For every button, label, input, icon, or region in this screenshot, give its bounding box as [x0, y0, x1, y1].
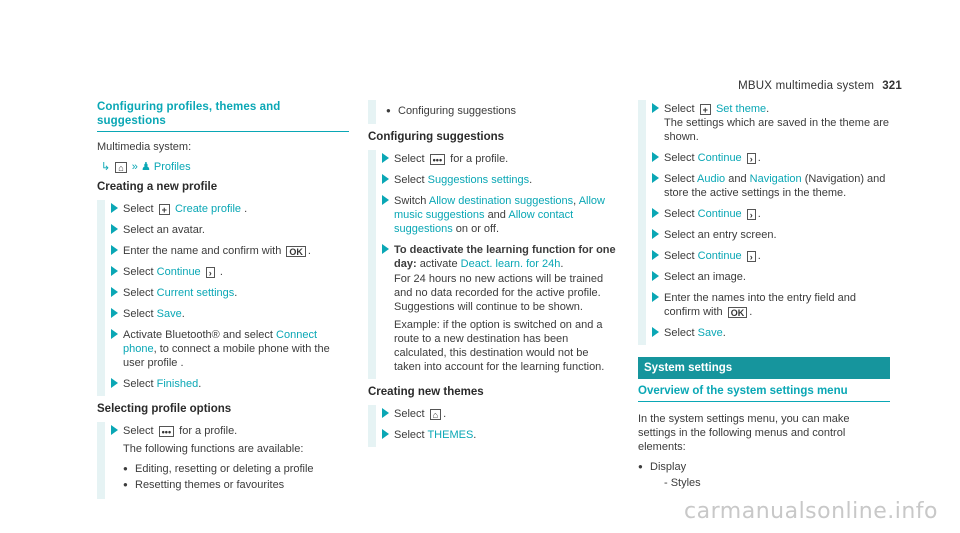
steps-theme-continued [638, 100, 890, 345]
deactivate-heading: To deactivate the learning function for one day: [394, 244, 616, 270]
save-link[interactable]: Save [156, 308, 182, 320]
step-arrow-icon [111, 308, 118, 318]
profile-icon: ♟ [140, 161, 151, 173]
step-arrow-icon [652, 173, 659, 183]
step: To deactivate the learning function for one day: activate Deact. learn. for 24h. For 24 hours no new actions will be trained and no data recorded for the active profile. Suggestions will continue to be shown. Example: if the option is switched on and a route to a new destination has been calculated, this destination would not be taken into account for the learning function. [376, 241, 618, 379]
system-settings-banner: System settings [638, 357, 890, 379]
profiles-link[interactable]: Profiles [153, 161, 191, 173]
ok-button-icon: OK [286, 246, 306, 257]
current-settings-link[interactable]: Current settings [156, 287, 235, 299]
step-arrow-icon [382, 429, 389, 439]
connect-phone-link[interactable]: Connect phone [123, 329, 318, 355]
running-header [738, 79, 902, 93]
chevron-right-icon: › [206, 267, 215, 278]
step-arrow-icon [111, 425, 118, 435]
step: Select Save. [646, 324, 890, 345]
header-title: MBUX multimedia system [738, 80, 875, 92]
heading-configuring-suggestions: Configuring suggestions [368, 131, 505, 143]
list-item: ● Configuring suggestions [386, 104, 618, 118]
allow-music-link[interactable]: Allow music suggestions [394, 195, 605, 221]
step: Select Continue › . [646, 149, 890, 170]
step: Select an image. [646, 268, 890, 289]
step: Select ⌂ . [376, 405, 618, 426]
section-title: Configuring profiles, themes and suggestions [97, 100, 349, 132]
column-right [638, 100, 890, 492]
continued-list [368, 100, 618, 124]
step: Select ••• for a profile. [376, 150, 618, 171]
more-icon: ••• [159, 426, 174, 437]
chevron-right-icon: › [747, 251, 756, 262]
more-icon: ••• [430, 154, 445, 165]
home-icon: ⌂ [115, 162, 126, 173]
continue-link[interactable]: Continue [697, 152, 742, 164]
navigation-link[interactable]: Navigation [749, 173, 802, 185]
step-arrow-icon [652, 103, 659, 113]
list-item: ● Resetting themes or favourites [123, 478, 349, 492]
step-arrow-icon [652, 292, 659, 302]
menu-path [101, 160, 349, 174]
step-arrow-icon [382, 174, 389, 184]
step: Select an avatar. [105, 221, 349, 242]
plus-icon: + [700, 104, 711, 115]
step-arrow-icon [111, 329, 118, 339]
column-middle [368, 100, 618, 447]
path-arrow-icon: ↳ [101, 161, 111, 173]
example-text: Example: if the option is switched on and a route to a new destination has been calculated, this destination would not be taken into account for the learning function. [394, 319, 605, 373]
step-arrow-icon [652, 327, 659, 337]
deactivate-text: For 24 hours no new actions will be trained and no data recorded for the active profile. Suggestions will continue to be shown. [394, 273, 604, 313]
step: Select + Set theme. The settings which are saved in the theme are shown. [646, 100, 890, 149]
allow-contact-link[interactable]: Allow contact suggestions [394, 209, 574, 235]
step-arrow-icon [382, 244, 389, 254]
list-item: ● Display [638, 460, 890, 474]
step: Select ••• for a profile. The following functions are available: ● Editing, resetting or deleting a profile ● Resetting themes or favourites [105, 422, 349, 499]
step: Select Continue › . [105, 263, 349, 284]
steps-themes [368, 405, 618, 447]
set-theme-text: The settings which are saved in the theme are shown. [664, 117, 890, 143]
step: Select Save. [105, 305, 349, 326]
step: Select Suggestions settings. [376, 171, 618, 192]
step-arrow-icon [652, 250, 659, 260]
step: Select an entry screen. [646, 226, 890, 247]
steps-profile-options [97, 422, 349, 499]
step-arrow-icon [652, 229, 659, 239]
list-item: ● Editing, resetting or deleting a profile [123, 462, 349, 476]
continue-link[interactable]: Continue [697, 250, 742, 262]
overview-title: Overview of the system settings menu [638, 384, 890, 402]
step: Select Current settings. [105, 284, 349, 305]
themes-link[interactable]: THEMES [427, 429, 474, 441]
step: Enter the name and confirm with OK . [105, 242, 349, 263]
step-arrow-icon [111, 224, 118, 234]
watermark-logo: carmanualsonline.info [684, 499, 938, 524]
set-theme-link[interactable]: Set theme [715, 103, 767, 115]
step-arrow-icon [111, 378, 118, 388]
continue-link[interactable]: Continue [156, 266, 201, 278]
step-arrow-icon [652, 208, 659, 218]
page-number: 321 [882, 80, 902, 92]
plus-icon: + [159, 204, 170, 215]
step-arrow-icon [382, 153, 389, 163]
home-icon: ⌂ [430, 409, 441, 420]
suggestions-settings-link[interactable]: Suggestions settings [427, 174, 530, 186]
step-arrow-icon [111, 203, 118, 213]
deact-learn-link[interactable]: Deact. learn. for 24h [460, 258, 561, 270]
step-arrow-icon [382, 195, 389, 205]
chevron-right-icon: › [747, 209, 756, 220]
step-arrow-icon [652, 271, 659, 281]
intro-text: Multimedia system: [97, 141, 192, 153]
audio-link[interactable]: Audio [697, 173, 726, 185]
step: Select Audio and Navigation (Navigation) and store the active settings in the theme. [646, 170, 890, 205]
finished-link[interactable]: Finished [156, 378, 199, 390]
step: Select Continue › . [646, 205, 890, 226]
step-arrow-icon [111, 245, 118, 255]
heading-creating-themes: Creating new themes [368, 386, 484, 398]
step: Select + Create profile . [105, 200, 349, 221]
heading-profile-options: Selecting profile options [97, 403, 232, 415]
step: Activate Bluetooth® and select Connect phone, to connect a mobile phone with the user profile . [105, 326, 349, 375]
overview-text: In the system settings menu, you can make settings in the following menus and control elements: [638, 413, 850, 453]
column-left [97, 100, 349, 499]
chevron-right-icon: › [747, 153, 756, 164]
steps-create-profile [97, 200, 349, 396]
continue-link[interactable]: Continue [697, 208, 742, 220]
step: Select THEMES. [376, 426, 618, 447]
step-arrow-icon [652, 152, 659, 162]
step-arrow-icon [111, 266, 118, 276]
step: Switch Allow destination suggestions, Allow music suggestions and Allow contact suggestions on or off. [376, 192, 618, 241]
steps-suggestions [368, 150, 618, 379]
heading-create-profile: Creating a new profile [97, 181, 218, 193]
sub-list-item: - Styles [664, 477, 701, 489]
save-link[interactable]: Save [697, 327, 723, 339]
step-arrow-icon [382, 408, 389, 418]
step: Select Continue › . [646, 247, 890, 268]
step-arrow-icon [111, 287, 118, 297]
step: Enter the names into the entry field and confirm with OK . [646, 289, 890, 324]
step: Select Finished. [105, 375, 349, 396]
allow-destination-link[interactable]: Allow destination suggestions [428, 195, 574, 207]
ok-button-icon: OK [728, 307, 748, 318]
functions-text: The following functions are available: [123, 443, 304, 455]
create-profile-link[interactable]: Create profile [174, 203, 242, 215]
path-chevron-icon: » [131, 161, 138, 173]
